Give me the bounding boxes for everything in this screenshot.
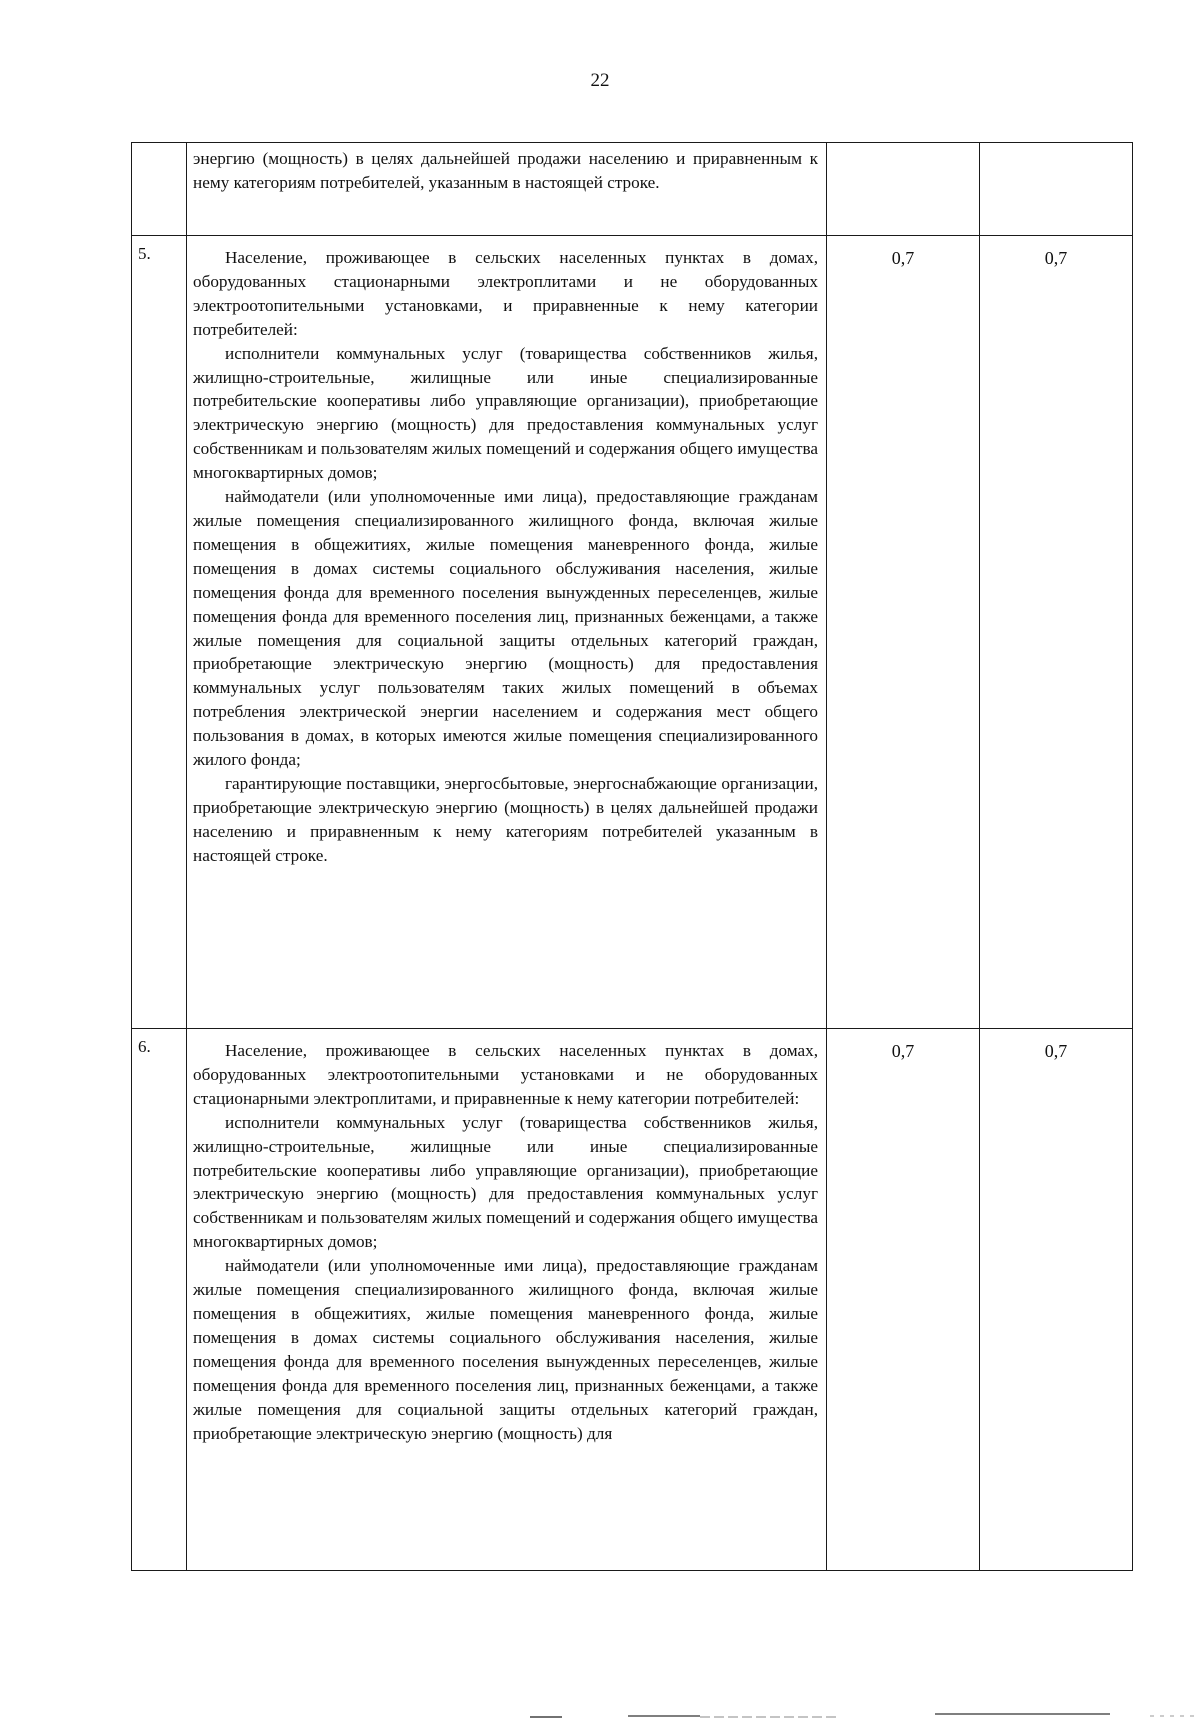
tariff-table — [131, 142, 1133, 1571]
row-paragraph: Население, проживающее в сельских населенных пунктах в домах, оборудованных электроотопительными установками и не оборудованных стационарными электроплитами, и приравненные к нему категории потребителей: — [193, 1041, 818, 1108]
row-value-2: 0,7 — [980, 1029, 1133, 1571]
row-text-cell — [187, 1029, 827, 1571]
row-number-cell: 5. — [132, 236, 187, 1029]
row-paragraph: исполнители коммунальных услуг (товарищества собственников жилья, жилищно-строительные, жилищные или иные специализированные потребительские кооперативы либо управляющие организации), приобретающие электрическую энергию (мощность) для предоставления коммунальных услуг собственникам и пользователям жилых помещений и содержания общего имущества многоквартирных домов; — [193, 1112, 818, 1252]
row-value-1 — [827, 143, 980, 236]
row-value-1: 0,7 — [827, 236, 980, 1029]
row-text-cell — [187, 236, 827, 1029]
table-row-6 — [132, 1029, 1133, 1571]
table-row-continuation — [132, 143, 1133, 236]
row-number-cell: 6. — [132, 1029, 187, 1571]
table-row-5 — [132, 236, 1133, 1029]
row-paragraph: гарантирующие поставщики, энергосбытовые, энергоснабжающие организации, приобретающие электрическую энергию (мощность) в целях дальнейшей продажи населению и приравненным к нему категориям потребителей указанным в настоящей строке. — [193, 773, 818, 865]
row-text-cell — [187, 143, 827, 236]
row-value-2 — [980, 143, 1133, 236]
row-paragraph: энергию (мощность) в целях дальнейшей продажи населению и приравненным к нему категориям потребителей, указанным в настоящей строке. — [193, 149, 818, 192]
row-value-2: 0,7 — [980, 236, 1133, 1029]
row-paragraph: Население, проживающее в сельских населенных пунктах в домах, оборудованных стационарными электроплитами и не оборудованных электроотопительными установками, и приравненные к нему категории потребителей: — [193, 248, 818, 339]
page-number: 22 — [590, 70, 610, 91]
row-paragraph: наймодатели (или уполномоченные ими лица), предоставляющие гражданам жилые помещения специализированного жилищного фонда, включая жилые помещения в общежитиях, жилые помещения маневренного фонда, жилые помещения в домах системы социального обслуживания населения, жилые помещения фонда для временного поселения вынужденных переселенцев, жилые помещения фонда для временного поселения лиц, признанных беженцами, а также жилые помещения для социальной защиты отдельных категорий граждан, приобретающие электрическую энергию (мощность) для предоставления коммунальных услуг пользователям таких жилых помещений в объемах потребления электрической энергии населением и содержания мест общего пользования в домах, в которых имеются жилые помещения специализированного жилого фонда; — [193, 487, 818, 770]
row-paragraph: наймодатели (или уполномоченные ими лица), предоставляющие гражданам жилые помещения специализированного жилищного фонда, включая жилые помещения в общежитиях, жилые помещения маневренного фонда, жилые помещения в домах системы социального обслуживания населения, жилые помещения фонда для временного поселения вынужденных переселенцев, жилые помещения фонда для временного поселения лиц, признанных беженцами, а также жилые помещения для социальной защиты отдельных категорий граждан, приобретающие электрическую энергию (мощность) для — [193, 1256, 818, 1443]
row-number-cell — [132, 143, 187, 236]
row-value-1: 0,7 — [827, 1029, 980, 1571]
row-paragraph: исполнители коммунальных услуг (товарищества собственников жилья, жилищно-строительные, жилищные или иные специализированные потребительские кооперативы либо управляющие организации), приобретающие электрическую энергию (мощность) для предоставления коммунальных услуг собственникам и пользователям жилых помещений и содержания общего имущества многоквартирных домов; — [193, 343, 818, 483]
